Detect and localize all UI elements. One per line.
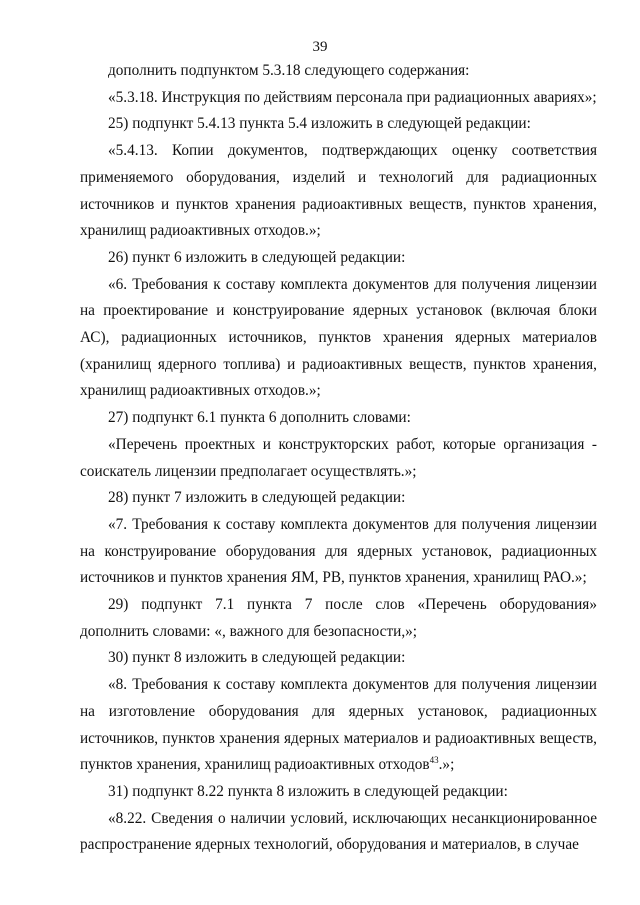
document-body bbox=[80, 58, 597, 859]
paragraph: «5.3.18. Инструкция по действиям персонала при радиационных авариях»; bbox=[108, 88, 597, 106]
paragraph: 28) пункт 7 изложить в следующей редакции: bbox=[108, 489, 406, 507]
page-number: 39 bbox=[312, 39, 328, 55]
paragraph: «5.4.13. Копии документов, подтверждающих оценку соответствия применяемого оборудования, изделий и технологий для радиационных источников и пунктов хранения радиоактивных веществ, пунктов хранения, хранилищ радиоактивных отходов.»; bbox=[80, 142, 597, 240]
paragraph-tail: .»; bbox=[438, 756, 455, 774]
paragraph-with-footnote bbox=[80, 672, 597, 779]
paragraph: «Перечень проектных и конструкторских работ, которые организация - соискатель лицензии предполагает осуществлять.»; bbox=[80, 435, 597, 480]
paragraph: 25) подпункт 5.4.13 пункта 5.4 изложить в следующей редакции: bbox=[108, 115, 531, 133]
paragraph: «6. Требования к составу комплекта документов для получения лицензии на проектирование и конструирование ядерных установок (включая блоки АС), радиационных источников, пунктов хранения ядерных материалов (хранилищ ядерного топлива) и радиоактивных веществ, пунктов хранения, хранилищ радиоактивных отходов.»; bbox=[80, 275, 597, 400]
footnote-ref[interactable]: 43 bbox=[429, 755, 439, 766]
paragraph: «8.22. Сведения о наличии условий, исключающих несанкционированное распространение ядерных технологий, оборудования и материалов, в случае bbox=[80, 809, 597, 854]
paragraph: 30) пункт 8 изложить в следующей редакции: bbox=[108, 649, 406, 667]
paragraph: 26) пункт 6 изложить в следующей редакции: bbox=[108, 248, 406, 266]
paragraph-text: «8. Требования к составу комплекта документов для получения лицензии на изготовление оборудования для ядерных установок, радиационных источников, пунктов хранения ядерных материалов и радиоактивных веществ, пунктов хранения, хранилищ радиоактивных отходов bbox=[80, 676, 597, 774]
paragraph: 29) подпункт 7.1 пункта 7 после слов «Перечень оборудования» дополнить словами: «, важного для безопасности,»; bbox=[80, 596, 597, 640]
paragraph: «7. Требования к составу комплекта документов для получения лицензии на конструирование оборудования для ядерных установок, радиационных источников и пунктов хранения ЯМ, РВ, пунктов хранения, хранилищ РАО.»; bbox=[80, 515, 597, 587]
paragraph: дополнить подпунктом 5.3.18 следующего содержания: bbox=[108, 62, 470, 79]
paragraph: 31) подпункт 8.22 пункта 8 изложить в следующей редакции: bbox=[108, 782, 508, 800]
paragraph: 27) подпункт 6.1 пункта 6 дополнить словами: bbox=[108, 409, 411, 427]
